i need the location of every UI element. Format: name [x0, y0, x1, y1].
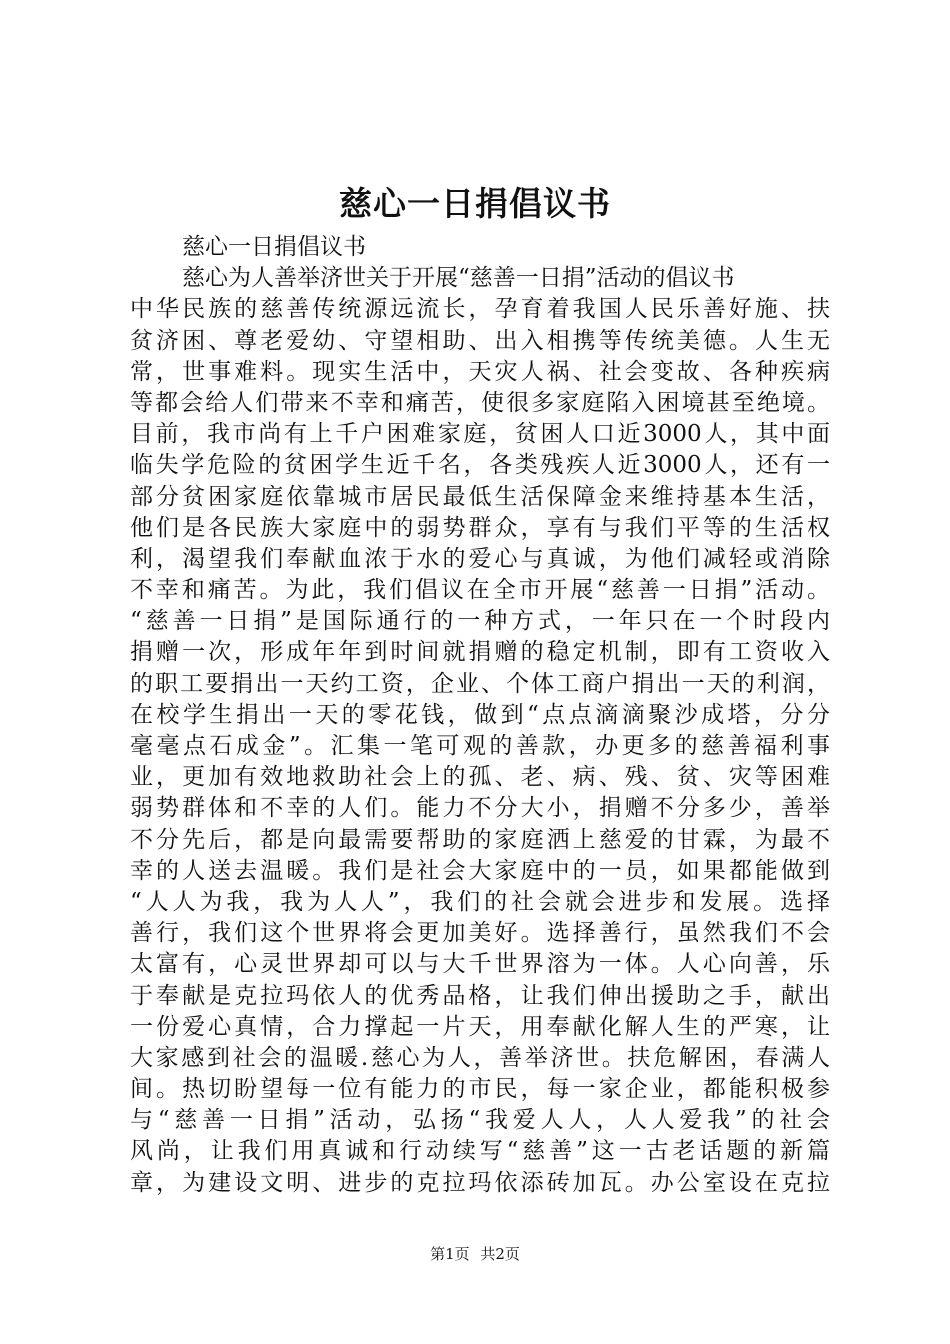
- body-line: 章，为建设文明、进步的克拉玛依添砖加瓦。办公室设在克拉: [130, 1169, 830, 1196]
- document-title: 慈心一日捐倡议书: [339, 184, 611, 223]
- body-line: 于奉献是克拉玛依人的优秀品格，让我们伸出援助之手，献出: [130, 982, 830, 1009]
- body-line: 的职工要捐出一天约工资，企业、个体工商户捐出一天的利润，: [130, 670, 830, 697]
- page-footer: [0, 1244, 950, 1264]
- body-line: 他们是各民族大家庭中的弱势群众，享有与我们平等的生活权: [130, 514, 830, 541]
- body-line: 弱势群体和不幸的人们。能力不分大小，捐赠不分多少，善举: [130, 795, 830, 822]
- body-line: “人人为我，我为人人”，我们的社会就会进步和发展。选择: [130, 888, 830, 915]
- body-line: 临失学危险的贫困学生近千名，各类残疾人近3000人，还有一: [130, 452, 830, 479]
- body-line: 部分贫困家庭依靠城市居民最低生活保障金来维持基本生活，: [130, 483, 830, 510]
- body-line: 太富有，心灵世界却可以与大千世界溶为一体。人心向善，乐: [130, 951, 830, 978]
- body-line: 毫毫点石成金”。汇集一笔可观的善款，办更多的慈善福利事: [130, 733, 830, 759]
- document-body: [130, 232, 830, 1199]
- body-line: 贫济困、尊老爱幼、守望相助、出入相携等传统美德。人生无: [130, 327, 830, 354]
- body-line: 中华民族的慈善传统源远流长，孕育着我国人民乐善好施、扶: [130, 296, 830, 323]
- body-line: 慈心一日捐倡议书: [182, 234, 366, 260]
- body-line: 捐赠一次，形成年年到时间就捐赠的稳定机制，即有工资收入: [130, 639, 830, 666]
- body-line: 目前，我市尚有上千户困难家庭，贫困人口近3000人，其中面: [130, 421, 830, 448]
- body-line: 慈心为人善举济世关于开展“慈善一日捐”活动的倡议书: [182, 265, 735, 292]
- body-line: 利，渴望我们奉献血浓于水的爱心与真诚，为他们减轻或消除: [130, 545, 830, 572]
- body-line: 一份爱心真情，合力撑起一片天，用奉献化解人生的严寒，让: [130, 1013, 830, 1040]
- body-line: 风尚，让我们用真诚和行动续写“慈善”这一古老话题的新篇: [130, 1138, 830, 1165]
- page-total: 共2页: [480, 1245, 520, 1263]
- page-number: 第1页: [430, 1245, 470, 1263]
- body-line: 不幸和痛苦。为此，我们倡议在全市开展“慈善一日捐”活动。: [130, 577, 830, 604]
- body-line: 在校学生捐出一天的零花钱，做到“点点滴滴聚沙成塔，分分: [130, 701, 830, 728]
- body-line: 不分先后，都是向最需要帮助的家庭洒上慈爱的甘霖，为最不: [130, 826, 830, 853]
- body-line: 大家感到社会的温暖.慈心为人，善举济世。扶危解困，春满人: [130, 1044, 830, 1071]
- body-line: “慈善一日捐”是国际通行的一种方式，一年只在一个时段内: [130, 608, 830, 635]
- body-line: 常，世事难料。现实生活中，天灾人祸、社会变故、各种疾病: [130, 358, 830, 385]
- body-line: 业，更加有效地救助社会上的孤、老、病、残、贫、灾等困难: [130, 764, 830, 791]
- body-line: 幸的人送去温暖。我们是社会大家庭中的一员，如果都能做到: [130, 857, 830, 884]
- body-line: 与“慈善一日捐”活动，弘扬“我爱人人，人人爱我”的社会: [130, 1107, 830, 1134]
- body-line: 间。热切盼望每一位有能力的市民，每一家企业，都能积极参: [130, 1076, 830, 1103]
- body-line: 善行，我们这个世界将会更加美好。选择善行，虽然我们不会: [130, 920, 830, 947]
- body-line: 等都会给人们带来不幸和痛苦，使很多家庭陷入困境甚至绝境。: [130, 389, 830, 416]
